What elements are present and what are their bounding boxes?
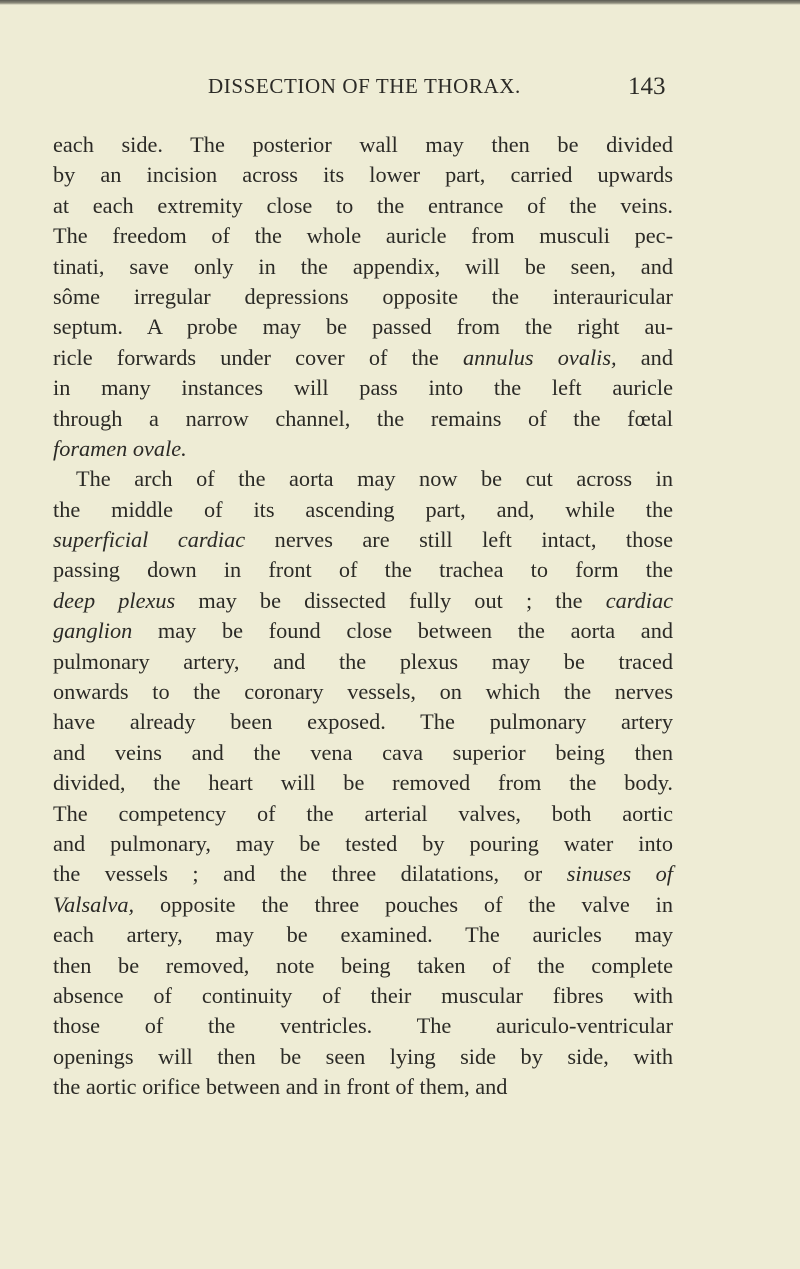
- text-segment: each side. The posterior wall may then be divided: [53, 132, 673, 157]
- text-line: [53, 525, 673, 555]
- text-line: [53, 252, 673, 282]
- text-line: [53, 373, 673, 403]
- text-segment: the middle of its ascending part, and, while the: [53, 496, 673, 522]
- text-line: [53, 920, 673, 950]
- text-line: [53, 799, 673, 829]
- page-number: 143: [628, 73, 666, 100]
- page-top-edge: [0, 0, 800, 5]
- text-segment: tinati, save only in the appendix, will be seen, and: [53, 253, 673, 279]
- text-line: [53, 768, 673, 798]
- text-segment: and veins and the vena cava superior being then: [53, 739, 673, 765]
- text-segment: The competency of the arterial valves, both aortic: [53, 800, 673, 826]
- text-segment: may be found close between the aorta and: [132, 618, 673, 644]
- text-segment: onwards to the coronary vessels, on which the nerves: [53, 679, 673, 705]
- text-segment: may be dissected fully out ; the: [175, 587, 606, 613]
- text-line: [53, 829, 673, 859]
- text-line: [53, 555, 673, 585]
- text-line: [53, 191, 673, 221]
- text-segment: ricle forwards under cover of the: [53, 344, 463, 370]
- text-segment: then be removed, note being taken of the complete: [53, 952, 673, 978]
- text-line: [53, 434, 673, 464]
- text-line: [53, 1042, 673, 1072]
- text-segment: each artery, may be examined. The auricles may: [53, 922, 673, 948]
- text-segment: sôme irregular depressions opposite the interauricular: [53, 283, 673, 309]
- text-segment: at each extremity close to the entrance of the veins.: [53, 192, 673, 218]
- text-segment: by an incision across its lower part, carried upwards: [53, 162, 673, 188]
- page-header: [0, 74, 800, 114]
- text-line: [53, 464, 673, 494]
- text-segment: and pulmonary, may be tested by pouring water into: [53, 830, 673, 856]
- text-line: [53, 586, 673, 616]
- text-line: [53, 1072, 673, 1102]
- text-segment: openings will then be seen lying side by side, with: [53, 1043, 673, 1069]
- text-line: [53, 951, 673, 981]
- text-line: [53, 707, 673, 737]
- text-segment: have already been exposed. The pulmonary artery: [53, 709, 673, 735]
- text-segment: passing down in front of the trachea to form the: [53, 557, 673, 583]
- text-segment: The arch of the aorta may now be cut across in: [76, 466, 673, 492]
- text-segment: and: [616, 344, 673, 370]
- text-line: [53, 647, 673, 677]
- text-segment: The freedom of the whole auricle from musculi pec-: [53, 223, 673, 249]
- body-text: [53, 130, 673, 1103]
- text-line: [53, 404, 673, 434]
- running-head: DISSECTION OF THE THORAX.: [208, 74, 521, 98]
- text-line: [53, 616, 673, 646]
- italic-term: foramen ovale.: [53, 435, 187, 461]
- text-segment: nerves are still left intact, those: [245, 527, 673, 553]
- text-line: [53, 859, 673, 889]
- text-segment: septum. A probe may be passed from the right au-: [53, 314, 673, 340]
- text-line: [53, 738, 673, 768]
- text-segment: absence of continuity of their muscular fibres with: [53, 982, 673, 1008]
- italic-term: Valsalva,: [53, 891, 135, 917]
- text-line: [53, 890, 673, 920]
- text-line: [53, 343, 673, 373]
- text-line: [53, 221, 673, 251]
- text-segment: through a narrow channel, the remains of the fœtal: [53, 405, 673, 431]
- text-line: [53, 677, 673, 707]
- text-line: [53, 160, 673, 190]
- text-segment: opposite the three pouches of the valve in: [134, 891, 673, 917]
- text-line: [53, 282, 673, 312]
- italic-term: cardiac: [605, 587, 673, 613]
- italic-term: superficial cardiac: [53, 527, 246, 553]
- text-line: [53, 130, 673, 160]
- text-line: [53, 312, 673, 342]
- text-segment: pulmonary artery, and the plexus may be traced: [53, 648, 673, 674]
- text-segment: the vessels ; and the three dilatations, or: [53, 861, 567, 887]
- italic-term: sinuses of: [566, 861, 673, 887]
- text-line: [53, 495, 673, 525]
- italic-term: deep plexus: [53, 587, 176, 613]
- text-line: [53, 981, 673, 1011]
- text-segment: those of the ventricles. The auriculo-ventricular: [53, 1013, 673, 1039]
- italic-term: ganglion: [53, 618, 133, 644]
- italic-term: annulus ovalis,: [462, 344, 617, 370]
- text-segment: in many instances will pass into the left auricle: [53, 375, 673, 401]
- text-line: [53, 1011, 673, 1041]
- text-segment: divided, the heart will be removed from the body.: [53, 770, 673, 796]
- text-segment: the aortic orifice between and in front of them, and: [53, 1074, 508, 1100]
